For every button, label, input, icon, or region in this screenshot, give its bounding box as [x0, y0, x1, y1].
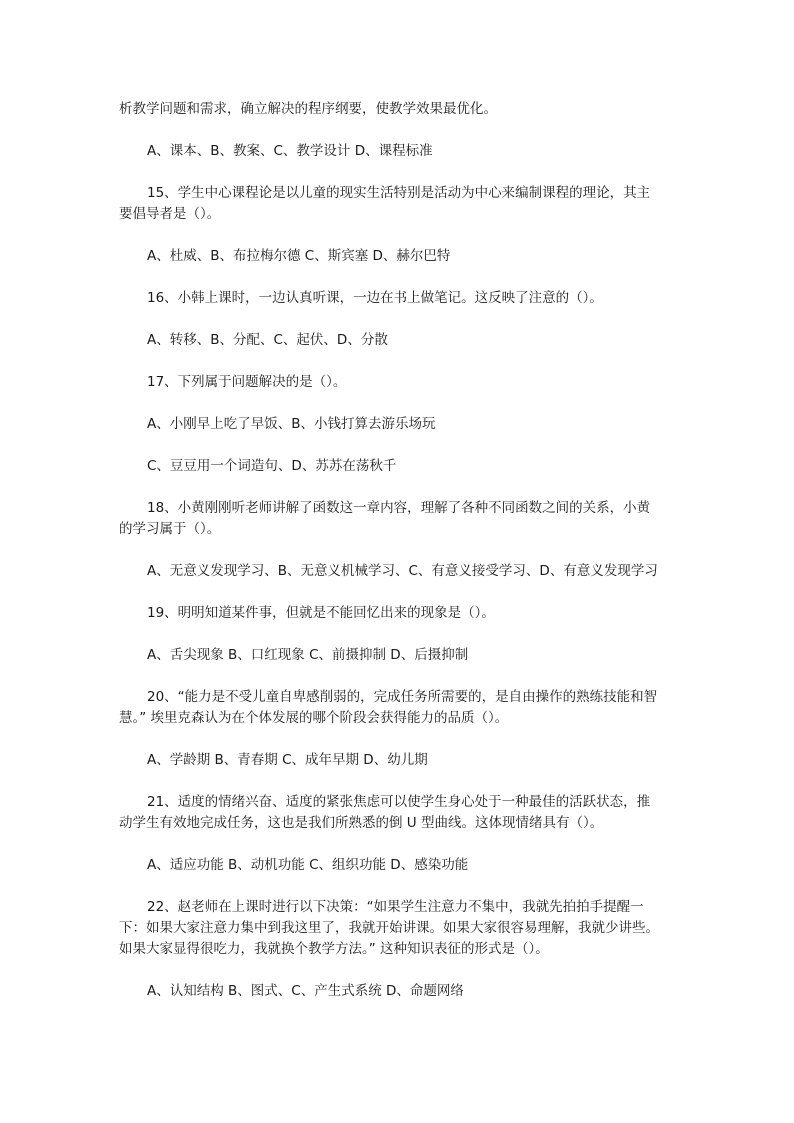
text-line: 17、下列属于问题解决的是（）。 [147, 374, 347, 390]
text-line: C、豆豆用一个词造句、D、苏苏在荡秋千 [147, 458, 397, 474]
question-paragraph [119, 603, 679, 624]
answer-options [119, 330, 679, 351]
question-paragraph [119, 498, 679, 540]
question-paragraph [119, 372, 679, 393]
text-line: 16、小韩上课时，一边认真听课，一边在书上做笔记。这反映了注意的（）。 [147, 290, 603, 306]
answer-options [119, 750, 679, 771]
text-line: 18、小黄刚刚听老师讲解了函数这一章内容，理解了各种不同函数之间的关系，小黄 [147, 500, 651, 516]
answer-options [119, 855, 679, 876]
text-line: 22、赵老师在上课时进行以下决策：“如果学生注意力不集中，我就先拍拍手提醒一 [147, 899, 644, 915]
answer-options [119, 981, 679, 1002]
text-line: 21、适度的情绪兴奋、适度的紧张焦虑可以使学生身心处于一种最佳的活跃状态，推 [147, 794, 651, 810]
text-line: 20、“能力是不受儿童自卑感削弱的，完成任务所需要的，是自由操作的熟练技能和智 [147, 689, 658, 705]
text-line: 慧。” 埃里克森认为在个体发展的哪个阶段会获得能力的品质（）。 [119, 710, 509, 726]
answer-options [119, 561, 679, 582]
text-line: A、无意义发现学习、B、无意义机械学习、C、有意义接受学习、D、有意义发现学习 [147, 563, 658, 579]
text-line: 15、学生中心课程论是以儿童的现实生活特别是活动为中心来编制课程的理论，其主 [147, 185, 651, 201]
text-line: A、转移、B、分配、C、起伏、D、分散 [147, 332, 388, 348]
answer-options [119, 246, 679, 267]
answer-options [119, 414, 679, 435]
text-line: 要倡导者是（）。 [119, 206, 221, 222]
text-line: 动学生有效地完成任务，这也是我们所熟悉的倒 U 型曲线。这体现情绪具有（）。 [119, 815, 604, 831]
answer-options [119, 645, 679, 666]
question-paragraph [119, 897, 679, 960]
question-paragraph [119, 687, 679, 729]
text-line: 19、明明知道某件事，但就是不能回忆出来的现象是（）。 [147, 605, 495, 621]
text-line: A、适应功能 B、动机功能 C、组织功能 D、感染功能 [147, 857, 469, 873]
answer-options [119, 141, 679, 162]
text-line: 下：如果大家注意力集中到我这里了，我就开始讲课。如果大家很容易理解，我就少讲些。 [119, 920, 659, 936]
text-line: A、课本、B、教案、C、教学设计 D、课程标准 [147, 143, 433, 159]
text-line: A、认知结构 B、图式、C、产生式系统 D、命题网络 [147, 983, 464, 999]
text-line: 如果大家显得很吃力，我就换个教学方法。” 这种知识表征的形式是（）。 [119, 941, 549, 957]
question-paragraph [119, 792, 679, 834]
text-line: A、小刚早上吃了早饭、B、小钱打算去游乐场玩 [147, 416, 436, 432]
text-line: 的学习属于（）。 [119, 521, 221, 537]
text-line: 析教学问题和需求，确立解决的程序纲要，使教学效果最优化。 [119, 101, 497, 117]
question-paragraph [119, 99, 679, 120]
question-paragraph [119, 288, 679, 309]
text-line: A、杜威、B、布拉梅尔德 C、斯宾塞 D、赫尔巴特 [147, 248, 451, 264]
answer-options [119, 456, 679, 477]
text-line: A、舌尖现象 B、口红现象 C、前摄抑制 D、后摄抑制 [147, 647, 469, 663]
question-paragraph [119, 183, 679, 225]
document-page [119, 99, 679, 1023]
text-line: A、学龄期 B、青春期 C、成年早期 D、幼儿期 [147, 752, 428, 768]
